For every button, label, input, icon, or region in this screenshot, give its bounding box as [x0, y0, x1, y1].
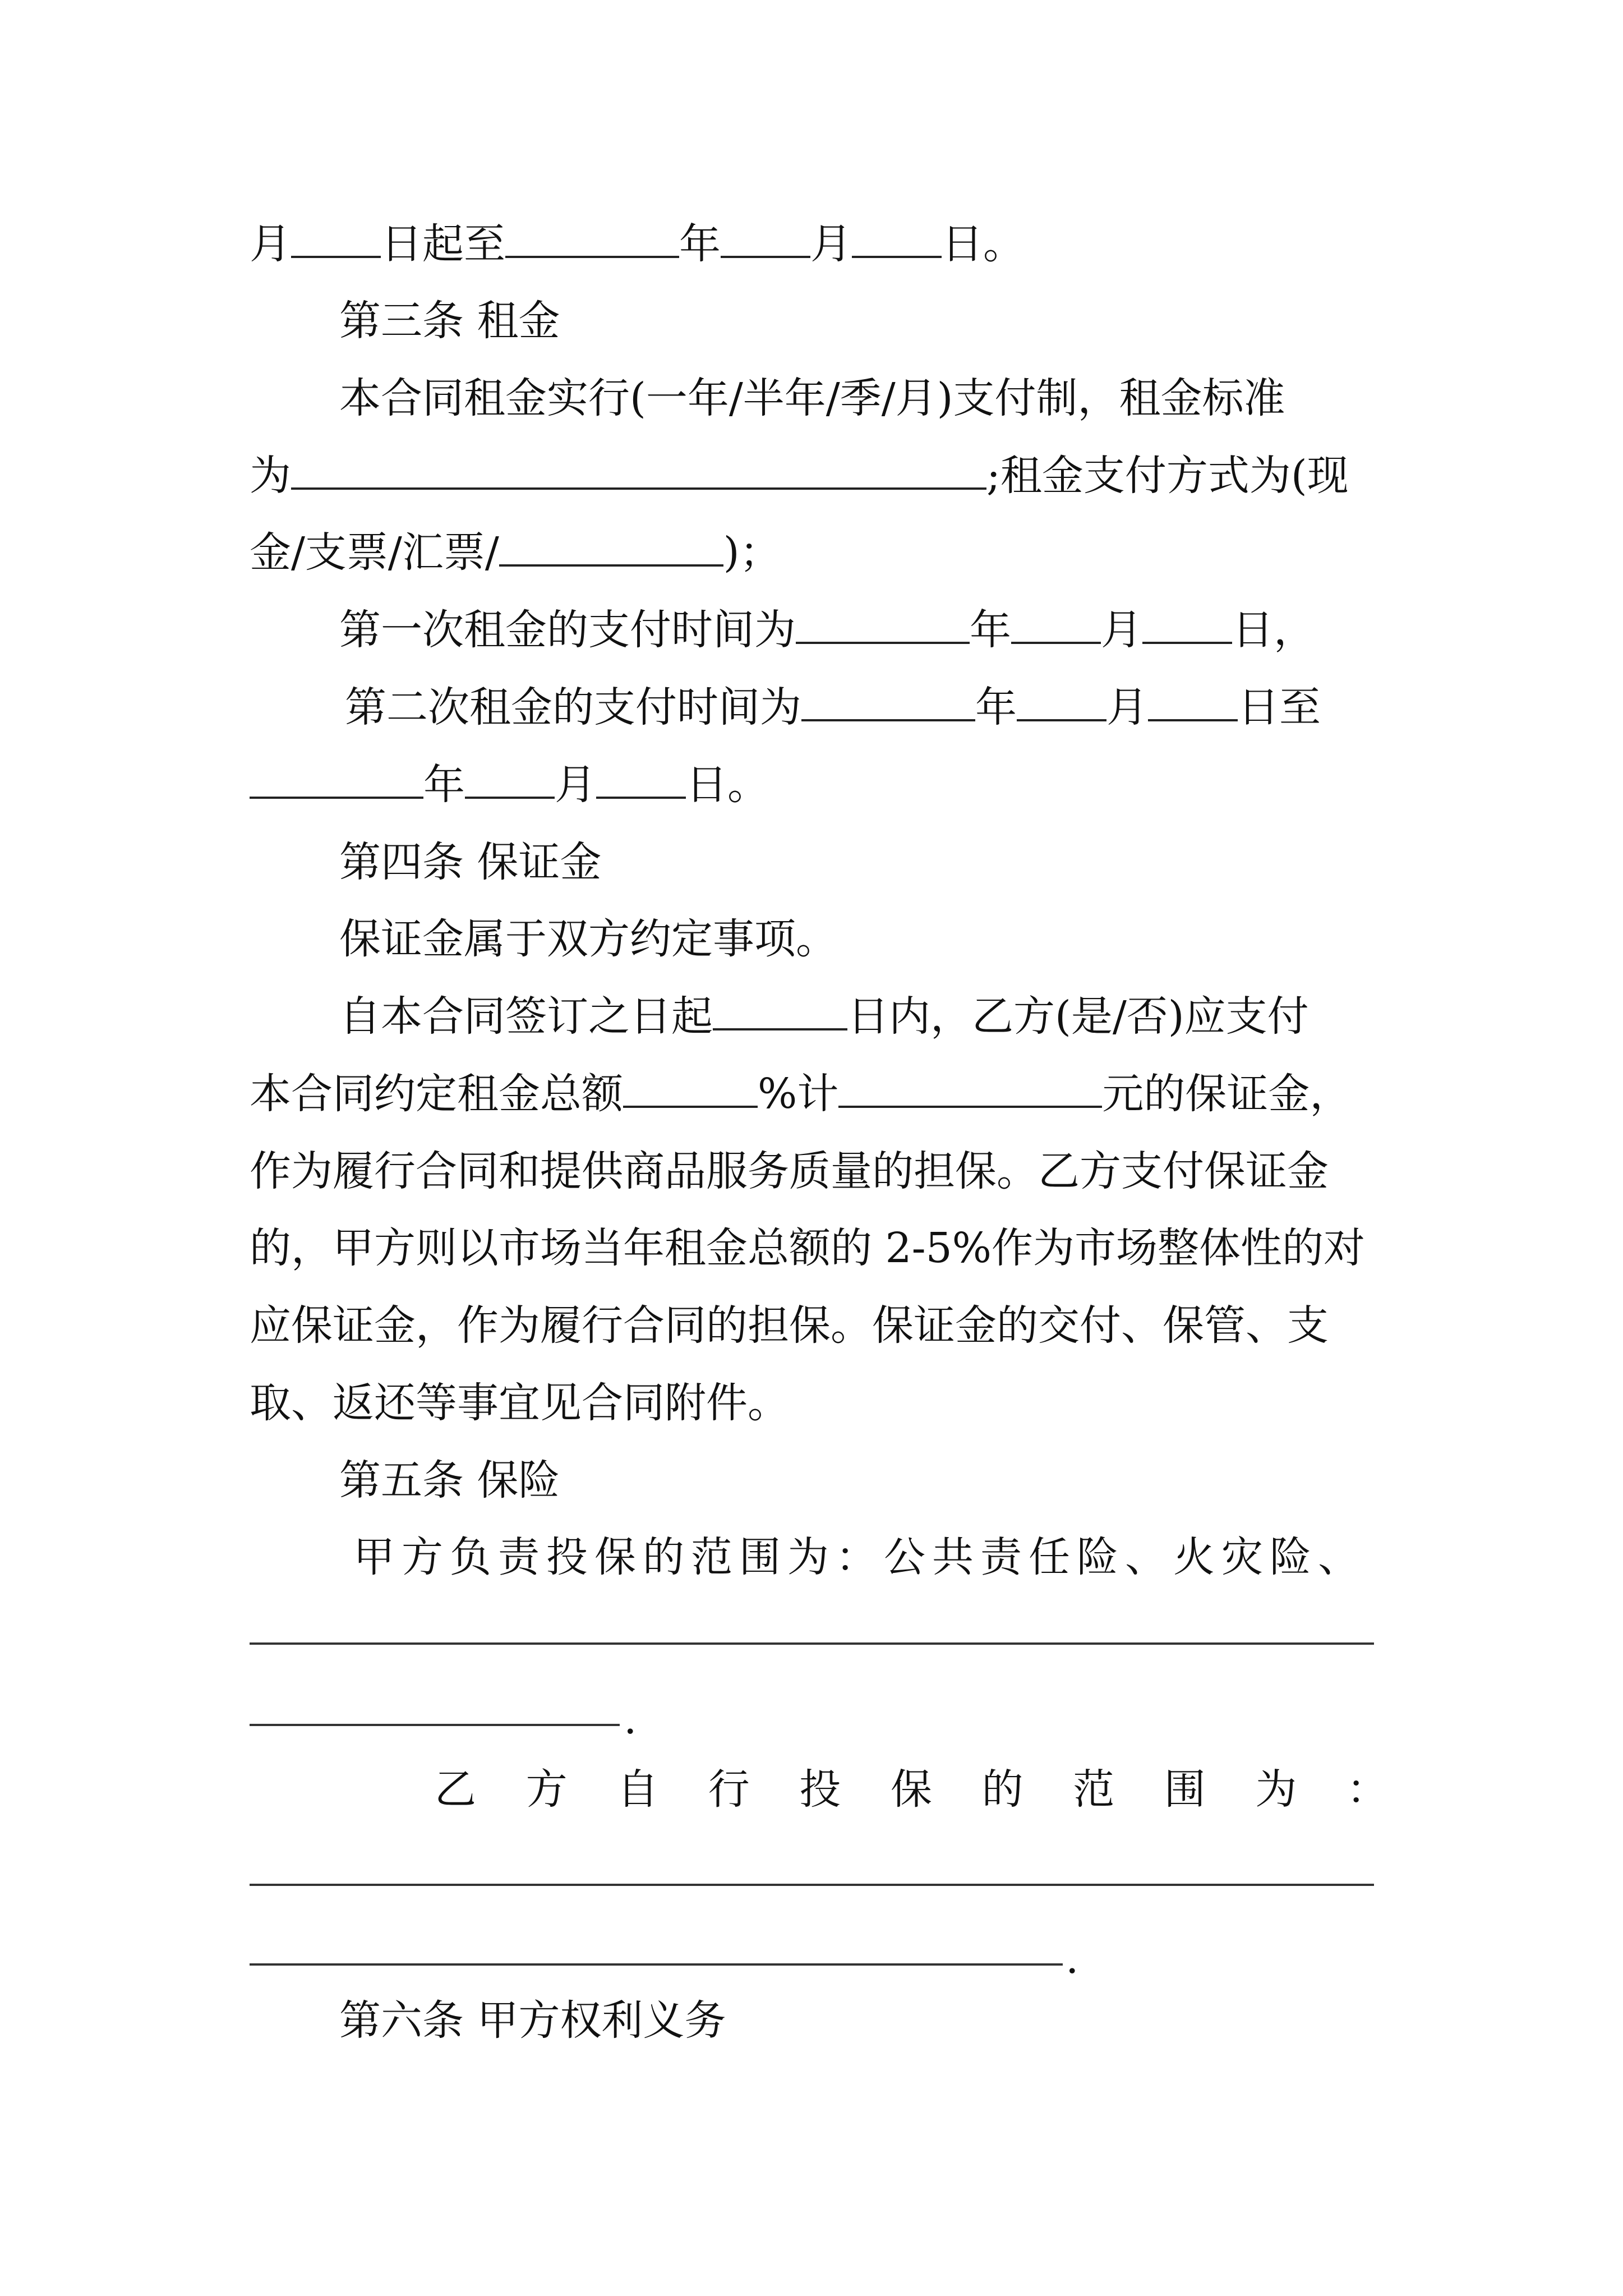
blank-day-start[interactable] — [291, 217, 381, 258]
blank-second-month[interactable] — [1017, 680, 1106, 721]
blank-second-end-day[interactable] — [596, 757, 686, 799]
deposit-agreement-text: 保证金属于双方约定事项。 — [339, 915, 837, 963]
second-payment-line: 第二次租金的支付时间为 年 月 日至 — [345, 677, 1388, 738]
blank-payment-method[interactable] — [499, 525, 723, 567]
blank-first-year[interactable] — [796, 602, 970, 644]
blank-deposit-amount[interactable] — [838, 1066, 1102, 1108]
deposit-text-line-4: 取、返还等事宜见合同附件。 — [250, 1379, 789, 1427]
rent-payment-system: 本合同租金实行(一年/半年/季/月)支付制，租金标准 — [339, 374, 1285, 422]
insurance-party-a-text: 甲方负责投保的范围为：公共责任险、火灾险、 — [353, 1533, 1366, 1581]
blank-day-end[interactable] — [852, 217, 942, 258]
insurance-a-period: . — [624, 1695, 637, 1743]
article-3-heading: 第三条 租金 — [339, 297, 560, 345]
blank-deposit-days[interactable] — [713, 989, 847, 1030]
blank-month-end[interactable] — [721, 217, 810, 258]
blank-second-day[interactable] — [1148, 680, 1238, 721]
article-4-heading: 第四条 保证金 — [339, 838, 602, 886]
article-5-heading: 第五条 保险 — [339, 1456, 560, 1504]
blank-insurance-b-line-1[interactable] — [250, 1884, 1374, 1886]
blank-first-day[interactable] — [1142, 602, 1232, 644]
deposit-days-line: 自本合同签订之日起 日内，乙方(是/否)应支付 — [339, 986, 1388, 1047]
blank-deposit-percent[interactable] — [623, 1066, 758, 1108]
blank-insurance-a-line-2[interactable] — [250, 1724, 620, 1726]
blank-year-end[interactable] — [505, 217, 679, 258]
deposit-text-line-2: 的，甲方则以市场当年租金总额的 2-5%作为市场整体性的对 — [250, 1224, 1365, 1272]
rent-standard-line: 为 ;租金支付方式为(现 — [250, 445, 1388, 507]
blank-first-month[interactable] — [1011, 602, 1101, 644]
blank-insurance-b-line-2[interactable] — [250, 1963, 1063, 1966]
insurance-b-period: . — [1066, 1935, 1079, 1983]
deposit-text-line-3: 应保证金，作为履行合同的担保。保证金的交付、保管、支 — [250, 1301, 1329, 1350]
blank-insurance-a-line-1[interactable] — [250, 1642, 1374, 1645]
term-date-line: 月 日起至 年 月 日。 — [250, 213, 1388, 275]
payment-method-line: 金/支票/汇票/ )； — [250, 522, 1388, 583]
deposit-text-line-1: 作为履行合同和提供商品服务质量的担保。乙方支付保证金 — [250, 1147, 1329, 1195]
insurance-party-b-text: 乙 方 自 行 投 保 的 范 围 为 ： — [435, 1765, 1388, 1814]
article-6-heading: 第六条 甲方权利义务 — [339, 1996, 726, 2045]
deposit-amount-line: 本合同约定租金总额 %计 元的保证金， — [250, 1063, 1388, 1125]
second-payment-end-line: 年 月 日。 — [250, 754, 1388, 816]
first-payment-line: 第一次租金的支付时间为 年 月 日， — [339, 599, 1388, 661]
blank-second-end-month[interactable] — [465, 757, 555, 799]
blank-second-year[interactable] — [801, 680, 975, 721]
blank-second-end-year[interactable] — [250, 757, 423, 799]
blank-rent-standard[interactable] — [291, 448, 986, 490]
